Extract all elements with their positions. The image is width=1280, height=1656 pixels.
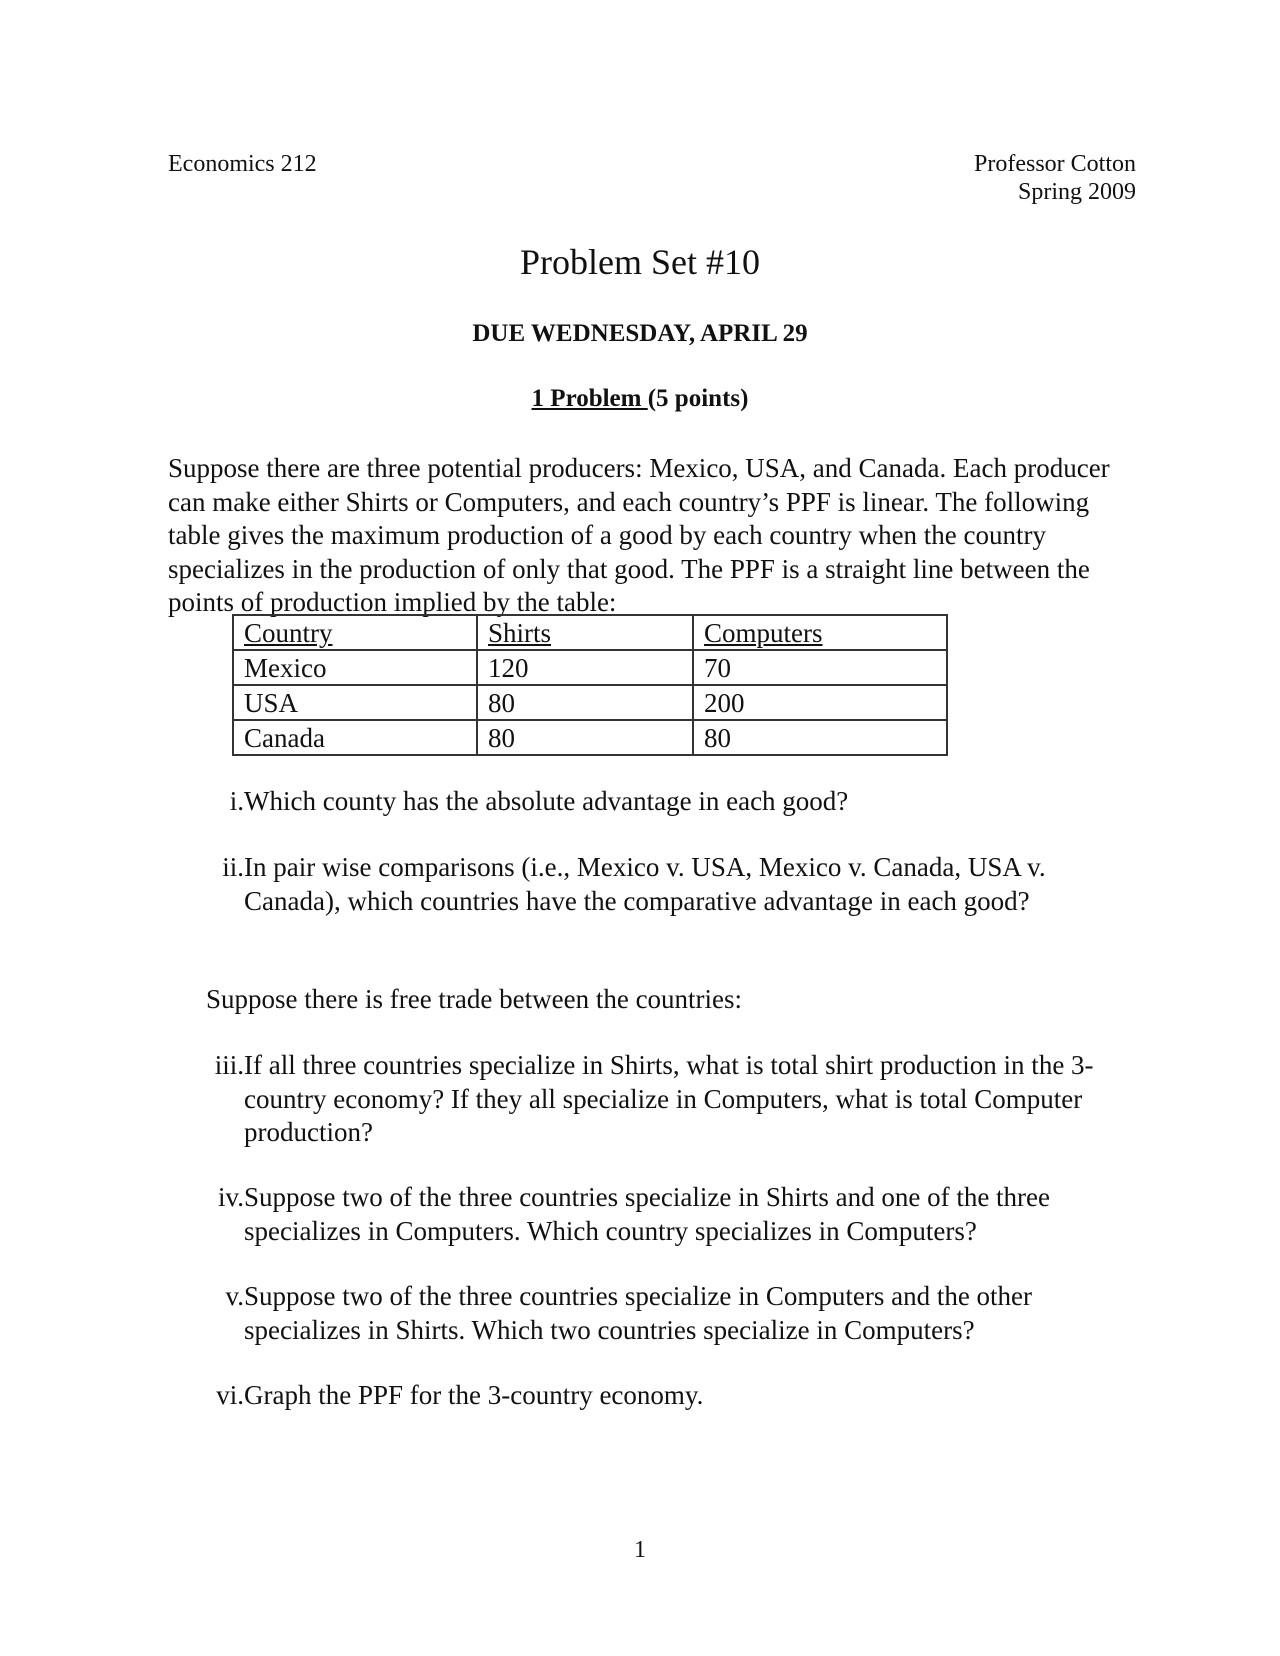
question-number: vi. bbox=[216, 1380, 244, 1410]
table-cell: Mexico bbox=[233, 650, 477, 685]
question-text: If all three countries specialize in Shirts, what is total shirt production in the 3-country economy? If they all specialize in Computers, what is total Computer production? bbox=[244, 1050, 1094, 1147]
question-iv bbox=[206, 1181, 1106, 1248]
question-v bbox=[206, 1280, 1106, 1347]
table-header-cell: Country bbox=[233, 615, 477, 650]
table-row bbox=[233, 650, 947, 685]
table-row bbox=[233, 685, 947, 720]
problem-heading bbox=[0, 383, 1280, 415]
table-cell: 80 bbox=[477, 720, 693, 755]
question-number: i. bbox=[229, 786, 244, 816]
table-cell: USA bbox=[233, 685, 477, 720]
question-text: In pair wise comparisons (i.e., Mexico v. USA, Mexico v. Canada, USA v. Canada), which countries have the comparative advantage in each good? bbox=[244, 852, 1046, 916]
table-cell: 70 bbox=[693, 650, 947, 685]
professor-label: Professor Cotton bbox=[974, 151, 1136, 177]
question-number: iv. bbox=[218, 1182, 244, 1212]
intro-text: Suppose there are three potential producers: Mexico, USA, and Canada. Each producer can make either Shirts or Computers, and each country’s PPF is linear. The following table gives the maximum production of a good by each country when the country specializes in the production of only that good. The PPF is a straight line between the points of production implied by the table: bbox=[168, 453, 1110, 617]
production-table bbox=[232, 614, 948, 756]
question-text: Which county has the absolute advantage in each good? bbox=[244, 786, 849, 816]
problem-label: 1 Problem bbox=[531, 385, 648, 412]
table-header-cell: Computers bbox=[693, 615, 947, 650]
question-number: iii. bbox=[214, 1050, 244, 1080]
question-i bbox=[206, 785, 1106, 819]
page-title: Problem Set #10 bbox=[520, 242, 760, 282]
due-date: DUE WEDNESDAY, APRIL 29 bbox=[472, 320, 808, 347]
course-label: Economics 212 bbox=[168, 151, 317, 177]
free-trade-text: Suppose there is free trade between the countries: bbox=[206, 984, 743, 1014]
header-right bbox=[974, 150, 1136, 206]
table-header-cell: Shirts bbox=[477, 615, 693, 650]
problem-points: (5 points) bbox=[647, 385, 749, 412]
question-vi bbox=[206, 1379, 1106, 1413]
table-cell: 80 bbox=[477, 685, 693, 720]
table-cell: 200 bbox=[693, 685, 947, 720]
table-cell: 120 bbox=[477, 650, 693, 685]
intro-paragraph bbox=[168, 452, 1128, 620]
question-text: Suppose two of the three countries specialize in Computers and the other specializes in Shirts. Which two countries specialize in Computers? bbox=[244, 1281, 1033, 1345]
question-text: Graph the PPF for the 3-country economy. bbox=[244, 1380, 704, 1410]
table-header-row bbox=[233, 615, 947, 650]
question-text: Suppose two of the three countries specialize in Shirts and one of the three specializes in Computers. Which country specializes in Computers? bbox=[244, 1182, 1051, 1246]
question-number: v. bbox=[225, 1281, 244, 1311]
question-iii bbox=[206, 1049, 1106, 1150]
table-cell: 80 bbox=[693, 720, 947, 755]
question-ii bbox=[206, 851, 1106, 918]
table-row bbox=[233, 720, 947, 755]
page-number: 1 bbox=[634, 1537, 646, 1563]
question-number: ii. bbox=[222, 852, 244, 882]
term-label: Spring 2009 bbox=[1017, 179, 1136, 205]
table-cell: Canada bbox=[233, 720, 477, 755]
